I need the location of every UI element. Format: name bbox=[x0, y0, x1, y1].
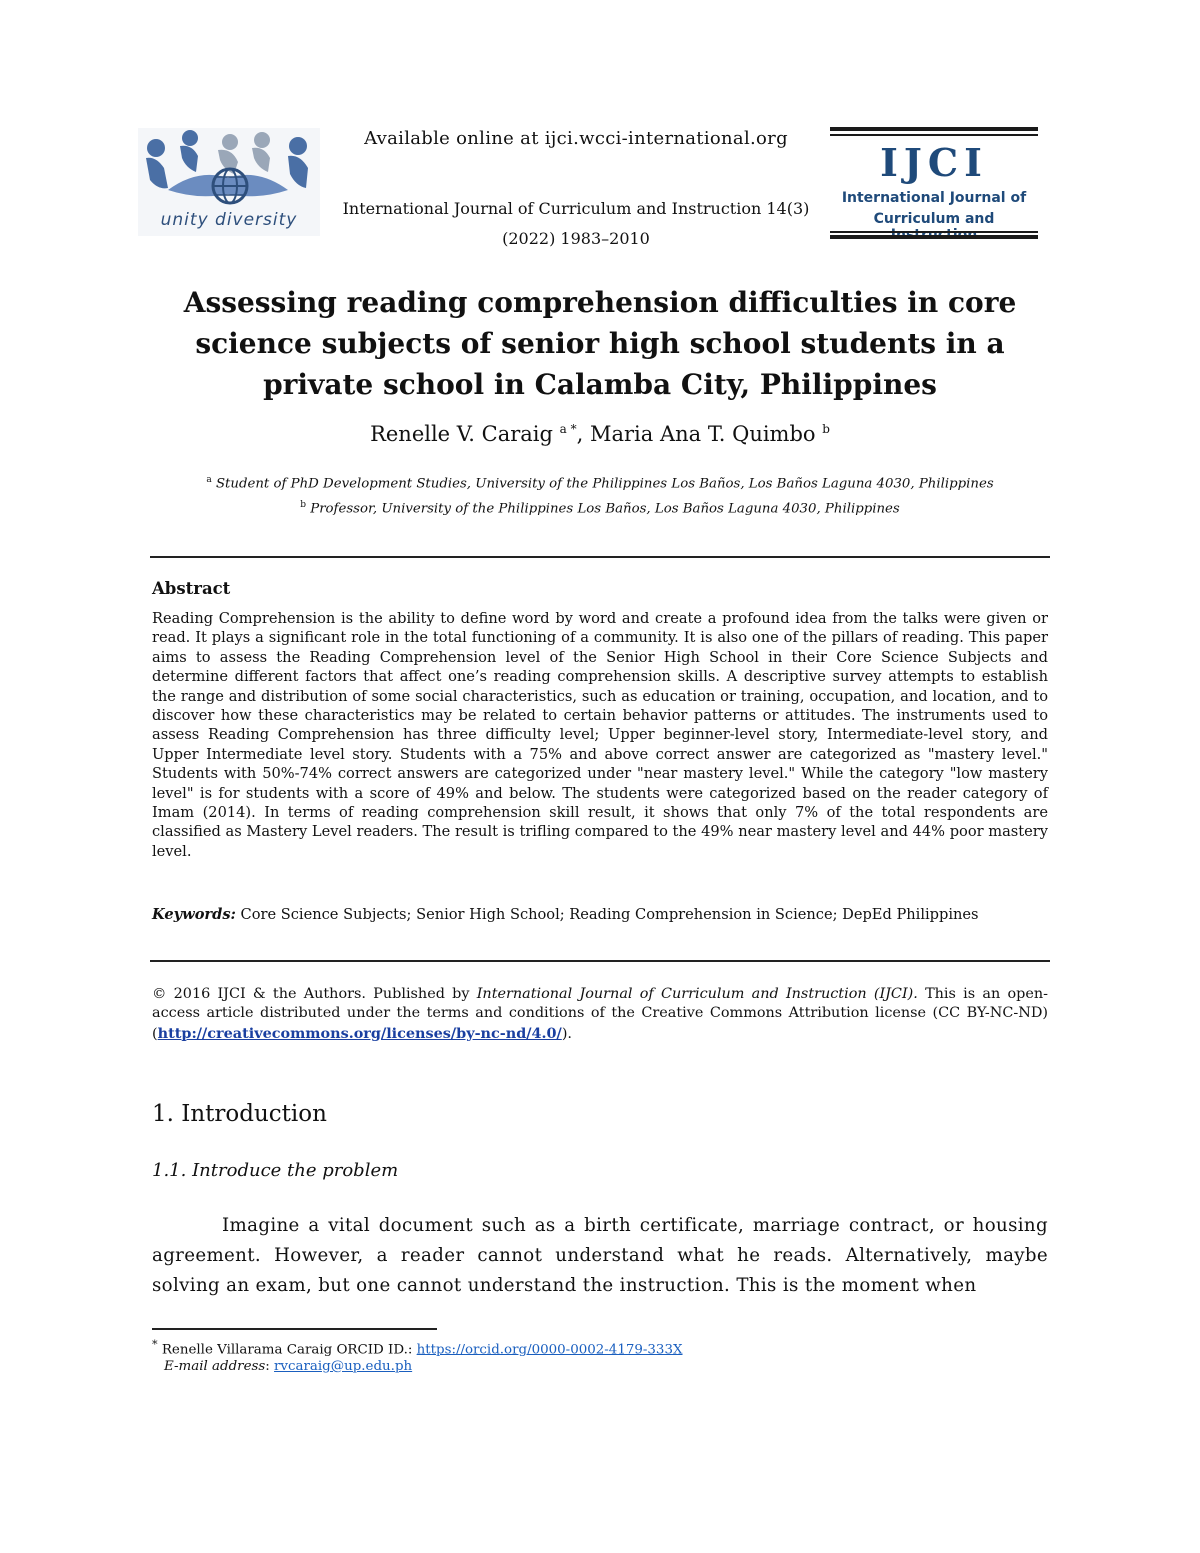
author-affiliation-mark: b bbox=[822, 422, 830, 436]
journal-citation: International Journal of Curriculum and Instruction 14(3) bbox=[342, 199, 810, 218]
introduction-paragraph: Imagine a vital document such as a birth certificate, marriage contract, or housing agreement. However, a reader cannot understand what he reads. Alternatively, maybe solving an exam, but one cannot understand the instruction. This is the moment when bbox=[152, 1215, 1048, 1296]
abstract-body: Reading Comprehension is the ability to define word by word and create a profound idea from the talks were given or read. It plays a significant role in the total functioning of a community. It is also one of the pillars of reading. This paper aims to assess the Reading Comprehension level of the Senior High School in their Core Science Subjects and determine different factors that affect one’s reading comprehension skills. A descriptive survey attempts to establish the range and distribution of some social characteristics, such as education or training, occupation, and location, and to discover how these characteristics may be related to certain behavior patterns or attitudes. The instruments used to assess Reading Comprehension has three difficulty level; Upper beginner-level story, Intermediate-level story, and Upper Intermediate level story. Students with a 75% and above correct answer are categorized as "mastery level." Students with 50%-74% correct answers are categorized under "near mastery level." While the category "low mastery level" is for students with a score of 49% and below. The students were categorized based on the reader category of Imam (2014). In terms of reading comprehension skill result, it shows that only 7% of the total respondents are classified as Mastery Level readers. The result is trifling compared to the 49% near mastery level and 44% poor mastery level. bbox=[152, 610, 1048, 860]
author-name: Renelle V. Caraig bbox=[370, 422, 553, 446]
orcid-link[interactable]: https://orcid.org/0000-0002-4179-333X bbox=[416, 1342, 683, 1358]
copyright-suffix: ). bbox=[561, 1025, 573, 1042]
keywords-label: Keywords: bbox=[152, 906, 236, 923]
copyright-journal: International Journal of Curriculum and Instruction (IJCI). bbox=[476, 986, 918, 1002]
ijci-top-rule-thin bbox=[830, 134, 1038, 136]
article-title: Assessing reading comprehension difficulties in core science subjects of senior high school students in a private school in Calamba City, Philippines bbox=[183, 286, 1017, 401]
affiliation-mark: b bbox=[300, 500, 307, 510]
creative-commons-link[interactable]: http://creativecommons.org/licenses/by-nc-nd/4.0/ bbox=[157, 1024, 562, 1042]
affiliation-mark: a bbox=[206, 475, 212, 485]
affiliation-a bbox=[150, 475, 1050, 491]
ijci-abbreviation: IJCI bbox=[880, 140, 988, 185]
keywords-text: Core Science Subjects; Senior High School; Reading Comprehension in Science; DepEd Philippines bbox=[235, 906, 979, 923]
affiliation-b bbox=[150, 500, 1050, 516]
section-heading-introduction: 1. Introduction bbox=[152, 1101, 327, 1127]
footnote-orcid-label: Renelle Villarama Caraig ORCID ID.: bbox=[157, 1342, 417, 1358]
footnote-email bbox=[164, 1359, 412, 1374]
journal-pages: (2022) 1983–2010 bbox=[502, 229, 650, 248]
author-affiliation-mark: a * bbox=[559, 422, 577, 436]
abstract-top-rule bbox=[150, 556, 1050, 558]
author-list bbox=[150, 422, 1050, 446]
available-online-line: Available online at ijci.wcci-international.org bbox=[364, 128, 788, 149]
unity-diversity-logo bbox=[138, 128, 320, 236]
abstract-heading: Abstract bbox=[152, 579, 231, 598]
affiliation-text: Professor, University of the Philippines Los Baños, Los Baños Laguna 4030, Philippines bbox=[310, 501, 900, 517]
copyright-prefix: © 2016 IJCI & the Authors. Published by bbox=[152, 986, 477, 1002]
unity-diversity-wordmark: unity diversity bbox=[160, 210, 298, 230]
copyright-middle: This is an open-access article distributed under the terms and conditions of the Creative Commons Attribution license (CC BY-NC-ND) ( bbox=[152, 986, 1048, 1042]
ijci-name-line1: International Journal of bbox=[841, 190, 1027, 206]
footnote-rule bbox=[152, 1328, 437, 1330]
keywords bbox=[152, 905, 1048, 924]
ijci-bottom-rule bbox=[830, 235, 1038, 239]
copyright-notice bbox=[152, 985, 1048, 1044]
email-link[interactable]: rvcaraig@up.edu.ph bbox=[274, 1359, 413, 1374]
author-separator: , bbox=[576, 422, 590, 446]
affiliation-text: Student of PhD Development Studies, University of the Philippines Los Baños, Los Baños Laguna 4030, Philippines bbox=[215, 476, 994, 492]
ijci-bottom-rule-thin bbox=[830, 231, 1038, 233]
subsection-heading: 1.1. Introduce the problem bbox=[152, 1160, 399, 1181]
footnote-orcid bbox=[152, 1338, 683, 1357]
ijci-top-rule bbox=[830, 127, 1038, 131]
ijci-name-line2: Curriculum and bbox=[873, 211, 995, 227]
author-name: Maria Ana T. Quimbo bbox=[589, 422, 816, 446]
email-label: E-mail address bbox=[164, 1359, 266, 1374]
email-separator: : bbox=[265, 1359, 275, 1374]
abstract-bottom-rule bbox=[150, 960, 1050, 962]
footnote-mark: * bbox=[152, 1338, 158, 1351]
